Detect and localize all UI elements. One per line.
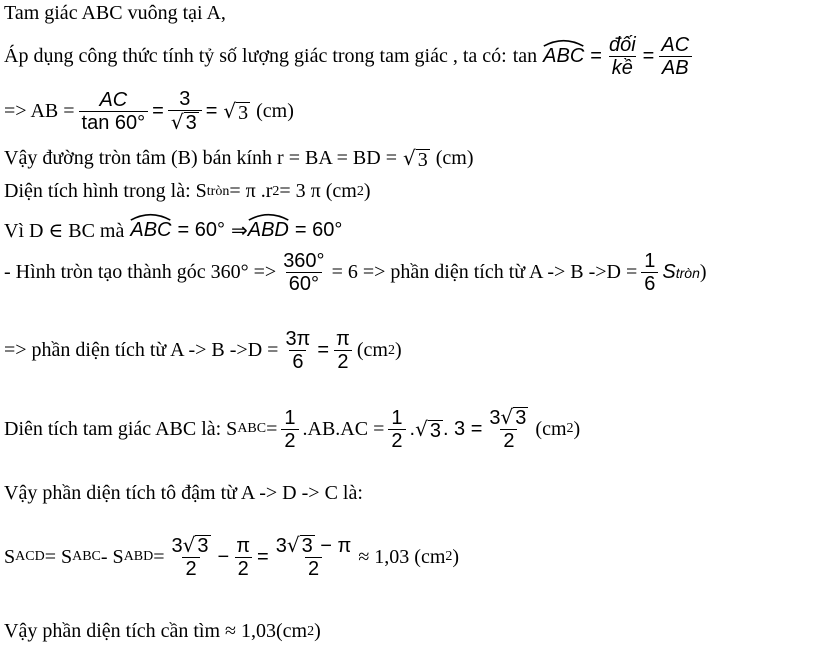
- line-3: => AB = $\frac{AC}{\tan 60^\circ}$ = 3 √ 3 = √ 3 (cm): [4, 88, 294, 134]
- line-4: Vậy đường tròn tâm (B) bán kính r = BA = BD = √ 3 (cm): [4, 146, 474, 171]
- fraction-3pi-6: $\frac{3\pi}{6}$: [285, 328, 311, 373]
- sqrt-3: √ 3: [223, 99, 249, 124]
- sqrt-3: √ 3: [415, 417, 441, 442]
- line-1: [4, 2, 226, 25]
- line-12: Vậy phần diện tích cần tìm ≈ 1,03(cm 2 ): [4, 620, 321, 642]
- angle-abc: ABC: [543, 45, 584, 68]
- implies-arrow: ⇒: [230, 220, 248, 242]
- fraction-doi-ke: $\frac{\text{đối}}{\text{kề}}$: [608, 34, 636, 79]
- angle-abc: ABC: [130, 219, 171, 242]
- line-6: Vì D ∈ BC mà ABC = 60° ⇒ ABD = 60°: [4, 218, 342, 243]
- fraction-ac-ab: $\frac{AC}{AB}$: [658, 34, 692, 79]
- fraction-3sqrt3-2: 3 √ 3 2: [489, 405, 527, 452]
- line-10: Vậy phần diện tích tô đậm từ A -> D -> C là:: [4, 482, 363, 504]
- line-5: Diện tích hình trong là: S tròn = π .r 2 = 3 π (cm 2 ): [4, 180, 371, 202]
- fraction-result: 3 √ 3 − π 2: [275, 533, 352, 580]
- intro-text: Tam giác ABC vuông tại A,: [4, 2, 226, 24]
- tan-label: tan: [512, 45, 538, 67]
- fraction-1-2: $\frac{1}{2}$: [388, 407, 405, 452]
- sqrt-3: √ 3: [403, 146, 428, 171]
- fraction-3-sqrt3: 3 √ 3: [168, 88, 202, 134]
- fraction-pi-2: $\frac{\pi}{2}$: [336, 328, 350, 373]
- formula-intro: Áp dụng công thức tính tỷ số lượng giác trong tam giác , ta có:: [4, 45, 507, 67]
- line-8: => phần diện tích từ A -> B ->D = $\frac{3\pi}{6}$ = $\frac{\pi}{2}$ (cm 2 ): [4, 328, 402, 373]
- fraction-ac-tan60: $\frac{AC}{\tan 60^\circ}$: [79, 89, 149, 134]
- fraction-360-60: $\frac{360^\circ}{60^\circ}$: [283, 250, 325, 295]
- line-9: Diên tích tam giác ABC là: S ABC = $\frac{1}{2}$ .AB.AC = $\frac{1}{2}$ . √ 3 . 3 = 3 √ 3 2 (cm 2 ): [4, 405, 581, 452]
- fraction-1-2: $\frac{1}{2}$: [281, 407, 298, 452]
- fraction-1-6: $\frac{1}{6}$: [641, 250, 658, 295]
- ab-label: => AB =: [4, 99, 75, 122]
- line-7: - Hình tròn tạo thành góc 360° => $\frac{360^\circ}{60^\circ}$ = 6 => phần diện tích từ A -> B ->D = $\frac{1}{6}$ S tròn ): [4, 250, 707, 295]
- equals: =: [590, 45, 602, 67]
- fraction-3sqrt3-2: 3 √ 3 2: [171, 533, 209, 580]
- line-11: S ACD = S ABC - S ABD = 3 √ 3 2 − $\frac{\pi}{2}$ = 3 √ 3 − π 2 ≈ 1,03 (cm 2 ): [4, 533, 460, 580]
- angle-abd: ABD: [248, 219, 289, 242]
- line-2: [4, 34, 696, 79]
- fraction-pi-2: $\frac{\pi}{2}$: [236, 534, 251, 580]
- equals: =: [642, 45, 655, 67]
